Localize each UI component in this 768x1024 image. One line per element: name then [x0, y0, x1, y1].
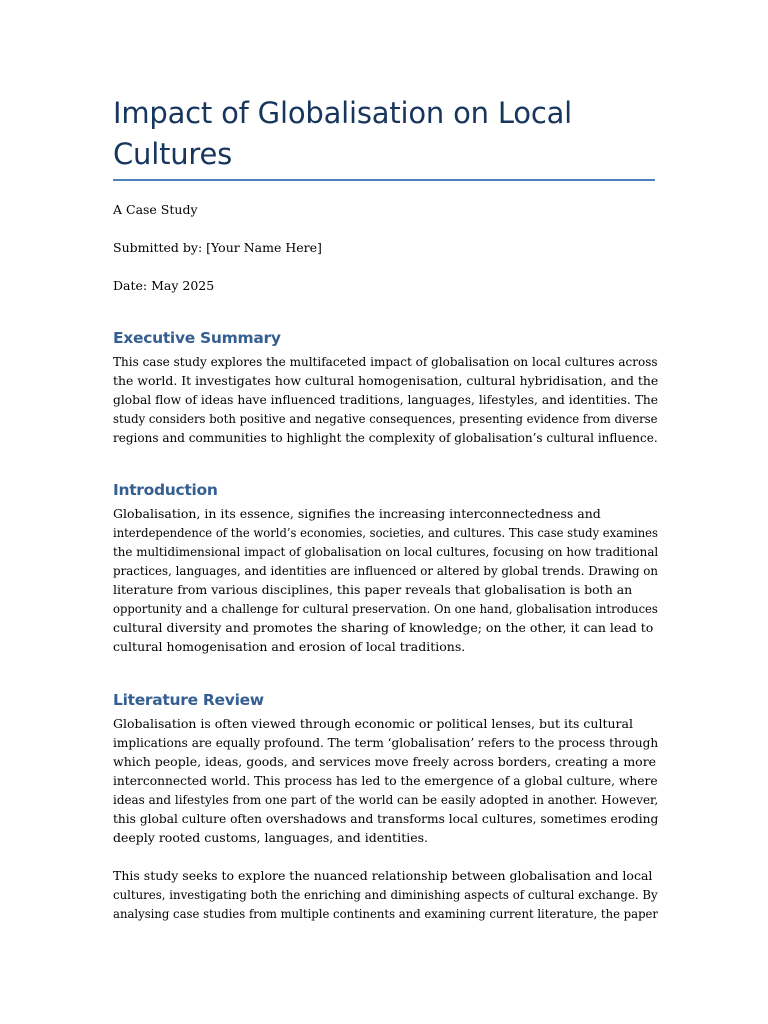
- paragraph-line: cultural homogenisation and erosion of local traditions.: [113, 639, 466, 654]
- document-title-line: Impact of Globalisation on Local: [113, 96, 573, 130]
- paragraph-line: analysing case studies from multiple continents and examining current literature, the paper: [113, 906, 658, 921]
- paragraph-line: study considers both positive and negative consequences, presenting evidence from diverse: [113, 411, 658, 426]
- submitted-by-line: Submitted by: [Your Name Here]: [113, 240, 322, 255]
- introduction-paragraph: [113, 504, 658, 656]
- paragraph-line: This case study explores the multifaceted impact of globalisation on local cultures across: [113, 354, 658, 369]
- executive-summary-heading: Executive Summary: [113, 329, 281, 347]
- executive-summary-paragraph: [113, 352, 658, 447]
- document-title: [113, 93, 658, 175]
- paragraph-line: regions and communities to highlight the complexity of globalisation’s cultural influence.: [113, 430, 658, 445]
- paragraph-line: opportunity and a challenge for cultural preservation. On one hand, globalisation introduces: [113, 601, 658, 616]
- paragraph-line: global flow of ideas have influenced traditions, languages, lifestyles, and identities. The: [113, 392, 659, 407]
- literature-review-paragraph-2: [113, 866, 658, 923]
- literature-review-heading: Literature Review: [113, 691, 264, 709]
- paragraph-line: implications are equally profound. The term ‘globalisation’ refers to the process through: [113, 735, 659, 750]
- paragraph-line: Globalisation is often viewed through economic or political lenses, but its cultural: [113, 716, 633, 731]
- paragraph-line: Globalisation, in its essence, signifies the increasing interconnectedness and: [113, 506, 601, 521]
- title-underline-rule: [113, 179, 655, 181]
- document-subtitle: A Case Study: [113, 202, 198, 217]
- date-line: Date: May 2025: [113, 278, 215, 293]
- paragraph-line: interconnected world. This process has led to the emergence of a global culture, where: [113, 773, 658, 788]
- paragraph-line: literature from various disciplines, this paper reveals that globalisation is both an: [113, 582, 633, 597]
- paragraph-line: cultural diversity and promotes the sharing of knowledge; on the other, it can lead to: [113, 620, 654, 635]
- paragraph-line: cultures, investigating both the enriching and diminishing aspects of cultural exchange. By: [113, 887, 658, 902]
- literature-review-paragraph-1: [113, 714, 658, 847]
- introduction-heading: Introduction: [113, 481, 218, 499]
- paragraph-line: the world. It investigates how cultural homogenisation, cultural hybridisation, and the: [113, 373, 659, 388]
- paragraph-line: this global culture often overshadows and transforms local cultures, sometimes eroding: [113, 811, 659, 826]
- paragraph-line: the multidimensional impact of globalisation on local cultures, focusing on how traditional: [113, 544, 659, 559]
- document-title-line: Cultures: [113, 137, 233, 171]
- paragraph-line: interdependence of the world’s economies, societies, and cultures. This case study examines: [113, 525, 658, 540]
- paragraph-line: This study seeks to explore the nuanced relationship between globalisation and local: [113, 868, 653, 883]
- paragraph-line: practices, languages, and identities are influenced or altered by global trends. Drawing on: [113, 563, 659, 578]
- paragraph-line: which people, ideas, goods, and services move freely across borders, creating a more: [113, 754, 657, 769]
- paragraph-line: ideas and lifestyles from one part of the world can be easily adopted in another. However,: [113, 792, 659, 807]
- paragraph-line: deeply rooted customs, languages, and identities.: [113, 830, 429, 845]
